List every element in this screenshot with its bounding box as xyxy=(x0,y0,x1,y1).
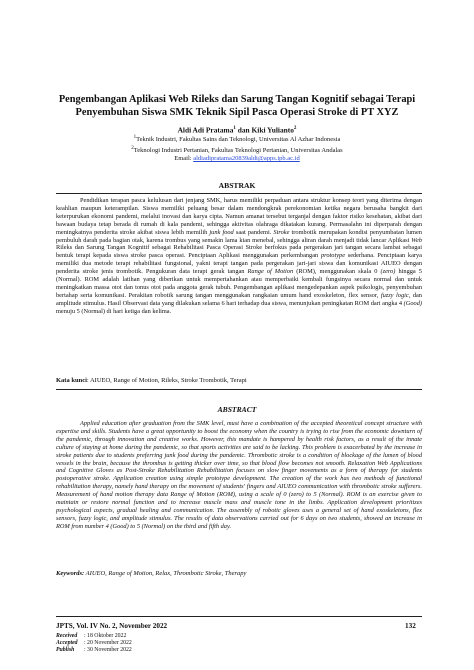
abstrak-text-d: Rileks dan Sarung Tangan Kognitif sebagai Rehabilitasi Pasca Operasi Stroke berfokus pada pergerakan jari tangan secara lambat sebagai bentuk terapi kepada siswa stroke pasca operasi. Penciptaan Aplikasi menggunakan perkembangan xyxy=(56,244,422,260)
email-label: Email: xyxy=(174,155,194,163)
abstract-body xyxy=(56,420,422,531)
footer-rule xyxy=(56,616,422,617)
kata-kunci-text: : AIUEO, Range of Motion, Rileks, Stroke Trombotik, Terapi xyxy=(86,377,247,384)
author-1-name: Aldi Adi Pratama xyxy=(177,125,234,135)
accepted-label: Accepted xyxy=(56,640,78,647)
affiliation-2-mark: 2 xyxy=(131,145,134,151)
article-dates xyxy=(56,633,132,655)
affiliations xyxy=(40,134,434,164)
keywords-text: AIUEO, Range of Motion, Relax, Thrombotic Stroke, Therapy xyxy=(84,570,247,577)
author-list xyxy=(40,124,434,134)
title-line-1: Pengembangan Aplikasi Web Rileks dan Sarung Tangan Kognitif sebagai Terapi xyxy=(58,94,416,105)
abstrak-top-rule xyxy=(56,193,422,194)
abstrak-text-b: saat pandemi. xyxy=(233,228,274,236)
abstrak-text-h: , dan amplitude stimulus. Hasil Observasi data yang dilakukan selama 6 hari terhadap dua siswa, menunjukan peningkatan ROM dari angka 4 xyxy=(56,291,422,307)
abstrak-term-zero: (zero) xyxy=(380,268,396,276)
abstrak-term-web: Web xyxy=(411,236,422,244)
email-line xyxy=(40,155,434,164)
abstrak-text-g: hingga 5 (Normal). ROM adalah latihan yang diberikan untuk mempertahankan atau memperbaiki kembali fungsinya secara normal dan untuk meningkatkan massa otot dan tonus otot pada anggota gerak tubuh. Pengembangan aplikasi mengedepankan aspek psikologis, penyembuhan bertahap serta komunikasi. Perakitan robotik sarung tangan menggunakan rangkaian umum hand exoskeleton, flex sensor, xyxy=(56,268,422,299)
abstrak-term-prototype: prototype xyxy=(320,252,346,260)
keywords-label: Keywords: xyxy=(56,570,85,577)
abstrak-text-f: (ROM), menggunakan skala 0 xyxy=(293,268,381,276)
keywords-line xyxy=(56,570,422,578)
author-1-affil-mark: 1 xyxy=(233,126,236,131)
accepted-date xyxy=(56,640,132,647)
affiliation-2 xyxy=(40,145,434,156)
abstrak-text-c: trombotik merupakan kondisi penyumbatan lumen pembuluh darah pada bagian otak, karena trombus yang semakin lama kian menebal, sehingga aliran darah menjadi tidak lancar Aplikasi xyxy=(56,228,422,244)
abstrak-term-good: (Good) xyxy=(403,299,422,307)
accepted-value: : 20 November 2022 xyxy=(84,640,132,647)
received-label: Received xyxy=(56,633,78,639)
publish-date xyxy=(56,647,132,654)
page-number: 132 xyxy=(405,622,416,630)
received-value: : 18 Oktober 2022 xyxy=(84,633,127,639)
abstrak-term-rom: Range of Motion xyxy=(247,268,294,276)
affiliation-1 xyxy=(40,134,434,145)
abstrak-term-junk-food: junk food xyxy=(209,228,234,236)
received-date xyxy=(56,633,132,640)
abstrak-body xyxy=(56,197,422,316)
author-2-affil-mark: 2 xyxy=(293,126,297,131)
title-line-2: Penyembuhan Siswa SMK Teknik Sipil Pasca Operasi Stroke di PT XYZ xyxy=(75,107,399,118)
kata-kunci-label: Kata kunci xyxy=(56,377,87,384)
author-separator: dan xyxy=(235,125,252,135)
email-link[interactable]: aldiadipratama20839aldi@apps.ipb.ac.id xyxy=(193,155,300,163)
publish-value: : 30 November 2022 xyxy=(84,647,132,654)
publish-label: Publish xyxy=(56,647,75,654)
abstrak-text-e: sederhana. Penciptaan karya memiliki dua metode terapi rehabilitasi fungsional, yakni terapi tangan pada pergerakan jari-jari siswa dan komunikasi AIUEO dengan penderita stroke jenis trombotik. Pengukuran data terapi gerak tangan xyxy=(56,252,422,276)
affiliation-1-text: Teknik Industri, Fakultas Sains dan Teknologi, Universitas Al Azhar Indonesia xyxy=(136,136,341,144)
abstrak-heading: ABSTRAK xyxy=(218,181,256,190)
abstrak-paragraph xyxy=(56,197,422,316)
abstrak-term-fuzzy: fuzzy logic xyxy=(380,291,409,299)
author-2-name: Kiki Yulianto xyxy=(251,125,294,135)
abstract-heading: ABSTRACT xyxy=(217,405,257,414)
abstract-paragraph: Applied education after graduation from the SMK level, must have a combination of the accepted theoretical concept structure with expertise and skills. Students have a great opportunity to boost the economy when the country is trying to rise from the economic downturn of the pandemic, through innovation and creative works. However, this mandate is hampered by health risk factors, as a result of the innate culture of staying at home during the pandemic, so that sports activities are said to be lacking. This problem is exacerbated by the increase in stroke patients due to students preferring junk food during the pandemic. Thrombotic stroke is a condition of blockage of the lumen of blood vessels in the brain, because the thrombus is getting thicker over time, so that blood flow becomes not smooth. Relaxation Web Applications and Cognitive Gloves as Post-Stroke Rehabilitation Rehabilitation focuses on slow finger movements as a form of therapy for students postoperative stroke. Application creation using simple prototype development. The creation of the work has two methods of functional rehabilitation therapy, namely hand therapy on the movement of students' fingers and AIUEO communication with thrombotic stroke sufferers. Measurement of hand motion therapy data Range of Motion (ROM), using a scale of 0 (zero) to 5 (Normal). ROM is an exercise given to maintain or restore normal function and to increase muscle mass and muscle tone in the limbs. Application development prioritizes psychological aspects, gradual healing and communication. The assembly of robotic gloves uses a general set of hand exoskeletons, flex sensors, fuzzy logic, and amplitude stimulus. The results of data observations carried out for 6 days on two students, showed an increase in ROM from number 4 (Good) to 5 (Normal) on the third and fifth day. xyxy=(56,420,422,530)
abstrak-term-stroke: Stroke xyxy=(273,228,290,236)
abstrak-text-a: Pendidikan terapan pasca kelulusan dari jenjang SMK, harus memiliki perpaduan antara struktur konsep teori yang diterima dengan keahlian maupun keterampilan. Siswa memiliki peluang besar dalam mendongkrak perekonomian ketika negara berusaha bangkit dari keterpurukan ekonomi pandemi, melalui inovasi dan karya cipta. Namun amanat tersebut terganjal dengan faktor risiko kesehatan, akibat dari bawaan budaya tetap berada di rumah di kala pandemi, sehingga aktivitas olahraga dikatakan kurang. Permasalahn ini diperparah dengan meningkatnya penderita stroke akibat siswa lebih memilih xyxy=(56,197,422,236)
affiliation-1-mark: 1 xyxy=(133,135,137,140)
kata-kunci-line xyxy=(56,377,422,385)
abstrak-text-i: menuju 5 (Normal) di hari ketiga dan kelima. xyxy=(56,307,172,315)
abstrak-bottom-rule xyxy=(56,389,422,390)
journal-citation: JPTS, Vol. IV No. 2, November 2022 xyxy=(56,622,168,630)
paper-title xyxy=(40,93,434,119)
affiliation-2-text: Teknologi Industri Pertanian, Fakultas Teknologi Pertanian, Universitas Andalas xyxy=(133,146,343,154)
